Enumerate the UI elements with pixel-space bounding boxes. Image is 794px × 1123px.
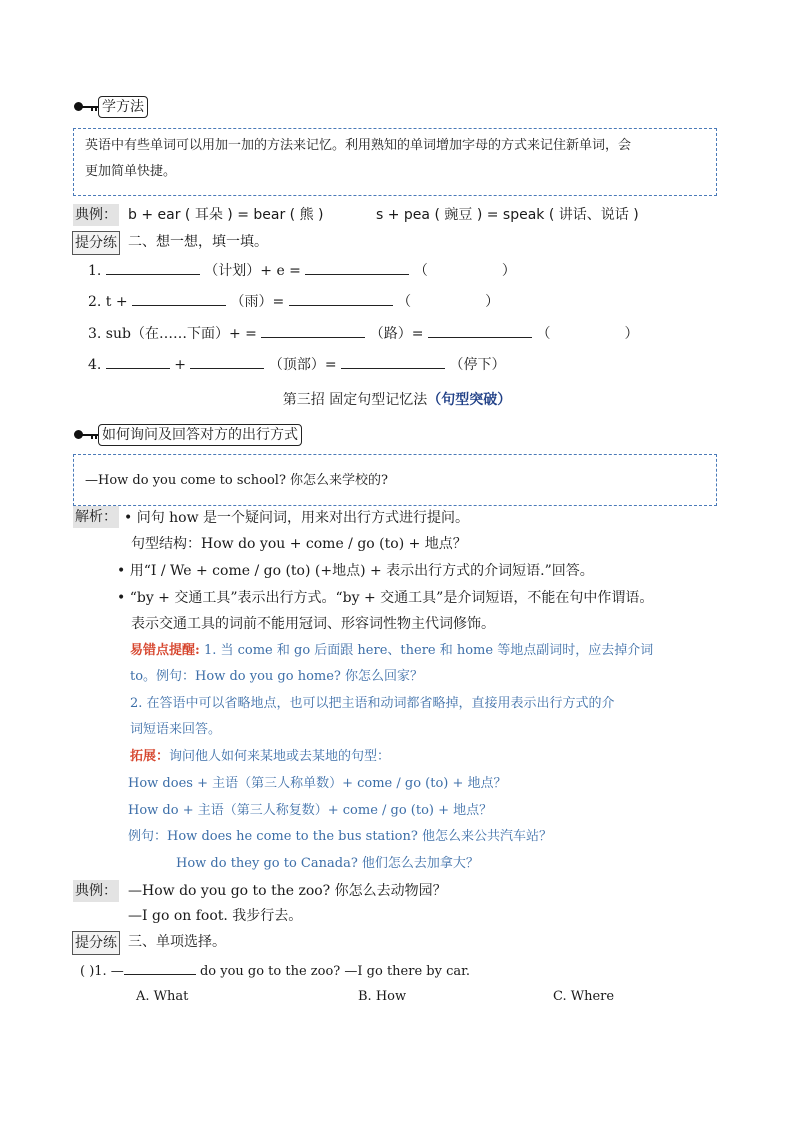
tip-line-2-cont: 词短语来回答。: [130, 722, 222, 737]
example-text-a: b + ear ( 耳朵 ) = bear ( 熊 ): [128, 207, 324, 223]
extension-line: 拓展：询问他人如何来某地或去某地的句型：: [130, 749, 391, 764]
blank[interactable]: [106, 354, 170, 369]
section-label: 学方法: [98, 96, 148, 118]
fill-item-4: 4. + （顶部）= （停下）: [88, 354, 506, 376]
example-tag: 典例：: [73, 204, 119, 226]
fill-item-1: 1. （计划）+ e = （ ）: [88, 260, 516, 282]
fill-item-2: 2. t + （雨）= （ ）: [88, 291, 499, 313]
blank[interactable]: [106, 260, 200, 275]
section-label: 如何询问及回答对方的出行方式: [98, 424, 302, 446]
blank[interactable]: [428, 323, 532, 338]
example-tag: 典例：: [73, 880, 119, 902]
tip-line-2: 2. 在答语中可以省略地点，也可以把主语和动词都省略掉，直接用表示出行方式的介: [130, 696, 615, 711]
answer-blank[interactable]: [124, 960, 196, 975]
blank[interactable]: [132, 291, 226, 306]
key-icon: [74, 101, 98, 113]
extension-pattern-1: How does + 主语（第三人称单数）+ come / go (to) + 地点？: [128, 776, 507, 791]
practice-heading: 二、想一想，填一填。: [128, 234, 268, 250]
analysis-bullet-3-cont: 表示交通工具的词前不能用冠词、形容词性物主代词修饰。: [131, 616, 495, 632]
section-header-method: [74, 96, 148, 118]
method-box: [73, 128, 717, 196]
key-icon: [74, 429, 98, 441]
question-1: ( )1. — do you go to the zoo? —I go there by car.: [80, 960, 470, 983]
tip-line-1-cont: to。例句：How do you go home? 你怎么回家？: [130, 669, 424, 684]
blank[interactable]: [305, 260, 409, 275]
blank[interactable]: [341, 354, 445, 369]
fill-item-3: 3. sub（在……下面）+ = （路）= （ ）: [88, 323, 638, 345]
extension-pattern-2: How do + 主语（第三人称复数）+ come / go (to) + 地点？: [128, 803, 493, 818]
blank[interactable]: [289, 291, 393, 306]
practice-tag: 提分练: [72, 931, 120, 955]
sentence-box: [73, 454, 717, 506]
analysis-bullet-1: • 问句 how 是一个疑问词，用来对出行方式进行提问。: [124, 510, 470, 526]
sentence-structure: 句型结构：How do you + come / go (to) + 地点？: [131, 536, 467, 552]
example-answer: —I go on foot. 我步行去。: [128, 908, 303, 924]
practice-tag: 提分练: [72, 231, 120, 255]
practice-heading: 三、单项选择。: [128, 934, 226, 950]
example-text-b: s + pea ( 豌豆 ) = speak ( 讲话、说话 ): [376, 207, 639, 223]
option-a[interactable]: A. What: [136, 989, 189, 1004]
option-c[interactable]: C. Where: [553, 989, 615, 1004]
method-text-1: 英语中有些单词可以用加一加的方法来记忆。利用熟知的单词增加字母的方式来记住新单词，会: [85, 138, 632, 153]
blank[interactable]: [261, 323, 365, 338]
tip-label: 易错点提醒:: [130, 643, 200, 658]
analysis-tag: 解析：: [73, 506, 119, 528]
example-question: —How do you go to the zoo? 你怎么去动物园？: [128, 883, 447, 899]
method-text-2: 更加简单快捷。: [85, 164, 177, 179]
chapter-title: 第三招 固定句型记忆法（句型突破）: [282, 392, 512, 408]
blank[interactable]: [190, 354, 264, 369]
tip-line-1: 易错点提醒: 1. 当 come 和 go 后面跟 here、there 和 home 等地点副词时，应去掉介词: [130, 643, 654, 658]
analysis-bullet-3: • “by + 交通工具”表示出行方式。“by + 交通工具”是介词短语，不能在句中作谓语。: [117, 590, 654, 606]
option-b[interactable]: B. How: [358, 989, 407, 1004]
extension-example-1: 例句：How does he come to the bus station? 他怎么来公共汽车站？: [128, 829, 552, 844]
sentence-text: —How do you come to school? 你怎么来学校的?: [85, 473, 389, 488]
chapter-subtitle: （句型突破）: [427, 392, 512, 408]
section-header-travel: [74, 424, 302, 446]
analysis-bullet-2: • 用“I / We + come / go (to) (+地点) + 表示出行方式的介词短语.”回答。: [117, 563, 594, 579]
extension-example-2: How do they go to Canada? 他们怎么去加拿大？: [176, 856, 479, 871]
extension-label: 拓展：: [130, 749, 170, 764]
